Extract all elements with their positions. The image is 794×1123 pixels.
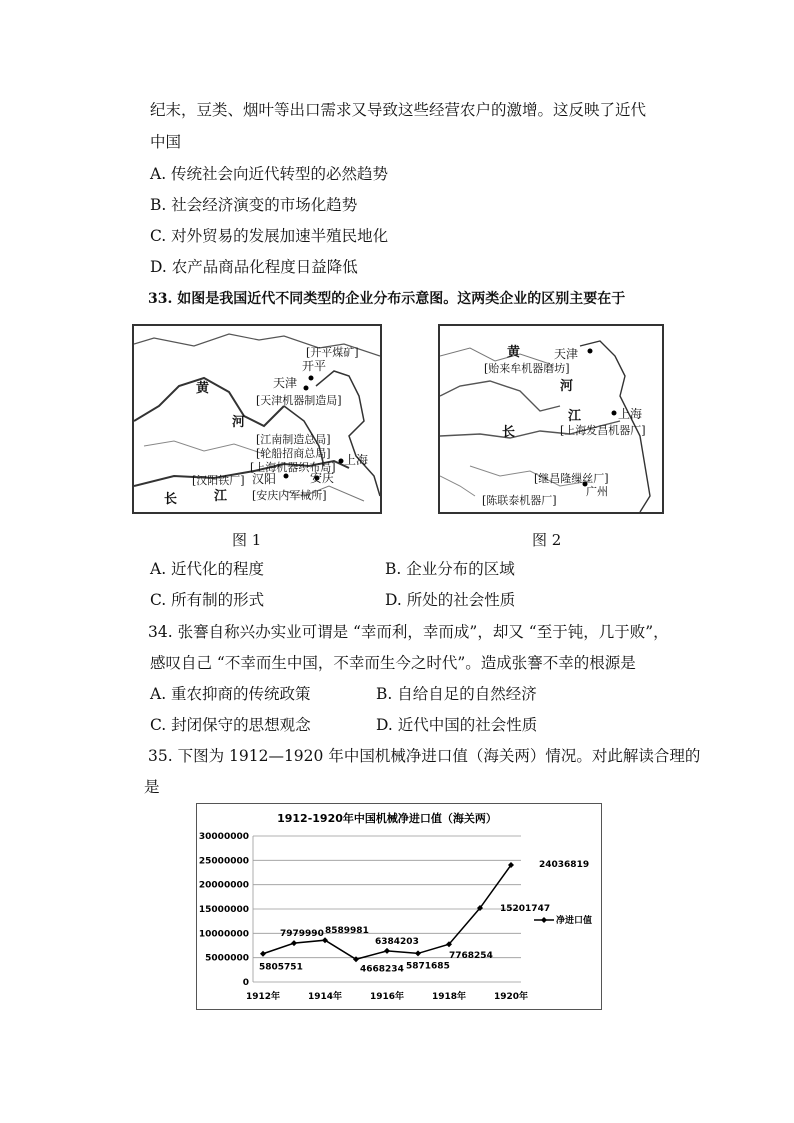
fig2-label-chenlianyan: [陈联泰机器厂] bbox=[482, 494, 557, 507]
q34-option-d: D. 近代中国的社会性质 bbox=[376, 716, 538, 734]
x-tick-label: 1916年 bbox=[369, 992, 405, 1002]
q32-option-b: B. 社会经济演变的市场化趋势 bbox=[150, 196, 358, 214]
q34-stem-line1: 34. 张謇自称兴办实业可谓是 “幸而利，幸而成”，却又 “至于钝，几于败”， bbox=[148, 623, 669, 641]
q32-stem-line1: 纪末，豆类、烟叶等出口需求又导致这些经营农户的激增。这反映了近代 bbox=[150, 101, 647, 119]
y-tick-label: 5000000 bbox=[205, 953, 249, 964]
chart-canvas bbox=[197, 804, 601, 1009]
fig1-label-chang: 长 bbox=[164, 492, 178, 507]
x-tick-label: 1914年 bbox=[307, 992, 343, 1002]
y-tick-label: 25000000 bbox=[198, 856, 249, 867]
figure-2-map bbox=[438, 324, 664, 514]
q32-stem-line2: 中国 bbox=[150, 133, 182, 151]
figure-1-map bbox=[132, 324, 382, 514]
chart-title: 1912-1920年中国机械净进口值（海关两） bbox=[277, 812, 497, 825]
data-label: 8589981 bbox=[325, 926, 369, 937]
q32-option-d: D. 农产品商品化程度日益降低 bbox=[150, 258, 358, 276]
data-label: 24036819 bbox=[539, 860, 590, 871]
fig2-label-jiang: 江 bbox=[568, 409, 582, 424]
q35-stem-line1: 35. 下图为 1912—1920 年中国机械净进口值（海关两）情况。对此解读合理的 bbox=[148, 747, 701, 765]
x-tick-label: 1918年 bbox=[431, 992, 467, 1002]
y-tick-label: 20000000 bbox=[198, 880, 249, 891]
legend-marker bbox=[541, 917, 547, 923]
q34-option-b: B. 自给自足的自然经济 bbox=[376, 685, 537, 703]
fig2-label-guangzhou: 广州 bbox=[586, 485, 608, 498]
q32-option-c: C. 对外贸易的发展加速半殖民地化 bbox=[150, 227, 389, 245]
fig2-label-he: 河 bbox=[560, 379, 574, 394]
data-point bbox=[291, 940, 297, 946]
data-label: 5871685 bbox=[406, 961, 450, 972]
q33-option-b: B. 企业分布的区域 bbox=[385, 560, 515, 578]
legend-label: 净进口值 bbox=[556, 916, 593, 926]
fig1-label-shanghai: 上海 bbox=[344, 453, 369, 467]
fig2-label-yilai: [贻来牟机器磨坊] bbox=[484, 362, 570, 375]
fig1-label-shanghai-weaving: [上海机器织布局] bbox=[250, 461, 336, 474]
fig1-label-tianjin-bureau: [天津机器制造局] bbox=[256, 394, 342, 407]
fig1-label-jiangnan: [江南制造总局] bbox=[256, 433, 331, 446]
figure-1-caption: 图 1 bbox=[232, 531, 262, 549]
q34-option-c: C. 封闭保守的思想观念 bbox=[150, 716, 311, 734]
data-point bbox=[415, 950, 421, 956]
fig1-label-huang: 黄 bbox=[196, 381, 210, 396]
q35-stem-line2: 是 bbox=[144, 778, 160, 796]
q34-stem-line2: 感叹自己 “不幸而生中国，不幸而生今之时代”。造成张謇不幸的根源是 bbox=[150, 654, 636, 672]
fig2-label-tianjin: 天津 bbox=[554, 347, 579, 361]
q34-option-a: A. 重农抑商的传统政策 bbox=[150, 685, 311, 703]
q33-option-c: C. 所有制的形式 bbox=[150, 591, 265, 609]
data-point bbox=[260, 951, 266, 957]
data-point bbox=[384, 948, 390, 954]
fig1-label-hanyang-iron: [汉阳铁厂] bbox=[192, 474, 245, 487]
q32-option-a: A. 传统社会向近代转型的必然趋势 bbox=[150, 165, 389, 183]
y-tick-label: 15000000 bbox=[198, 905, 249, 915]
fig1-label-anqing-arsenal: [安庆内军械所] bbox=[252, 489, 327, 502]
data-label: 4668234 bbox=[360, 964, 404, 975]
data-label: 6384203 bbox=[375, 936, 419, 947]
fig1-label-anqing: 安庆 bbox=[310, 471, 335, 485]
fig1-label-kaiping-mine: [开平煤矿] bbox=[306, 346, 359, 359]
figure-2-caption: 图 2 bbox=[532, 531, 562, 549]
fig1-label-he: 河 bbox=[232, 415, 246, 430]
fig2-label-shanghai-fachang: [上海发昌机器厂] bbox=[560, 424, 646, 437]
x-tick-label: 1912年 bbox=[245, 992, 281, 1002]
y-tick-label: 0 bbox=[242, 978, 249, 988]
y-tick-label: 10000000 bbox=[198, 929, 249, 940]
fig2-label-jichang: [继昌隆缫丝厂] bbox=[534, 472, 609, 485]
fig2-label-chang: 长 bbox=[502, 425, 516, 440]
machinery-import-chart bbox=[196, 803, 602, 1010]
q33-option-d: D. 所处的社会性质 bbox=[385, 591, 516, 609]
fig1-label-hanyang: 汉阳 bbox=[252, 472, 277, 486]
fig2-label-shanghai: 上海 bbox=[618, 407, 643, 421]
data-label: 7768254 bbox=[449, 951, 493, 962]
data-label: 7979990 bbox=[280, 929, 324, 940]
fig1-label-tianjin: 天津 bbox=[273, 376, 298, 390]
x-tick-label: 1920年 bbox=[493, 992, 529, 1002]
q33-option-a: A. 近代化的程度 bbox=[150, 560, 265, 578]
fig1-label-kaiping: 开平 bbox=[302, 359, 327, 373]
y-tick-label: 30000000 bbox=[198, 832, 249, 842]
data-label: 15201747 bbox=[500, 904, 551, 915]
fig2-label-huang: 黄 bbox=[507, 345, 521, 360]
fig1-label-lunchuan: [轮船招商总局] bbox=[256, 447, 331, 460]
data-label: 5805751 bbox=[259, 962, 303, 973]
fig1-label-jiang: 江 bbox=[214, 489, 228, 504]
q33-stem: 33. 如图是我国近代不同类型的企业分布示意图。这两类企业的区别主要在于 bbox=[148, 291, 626, 307]
